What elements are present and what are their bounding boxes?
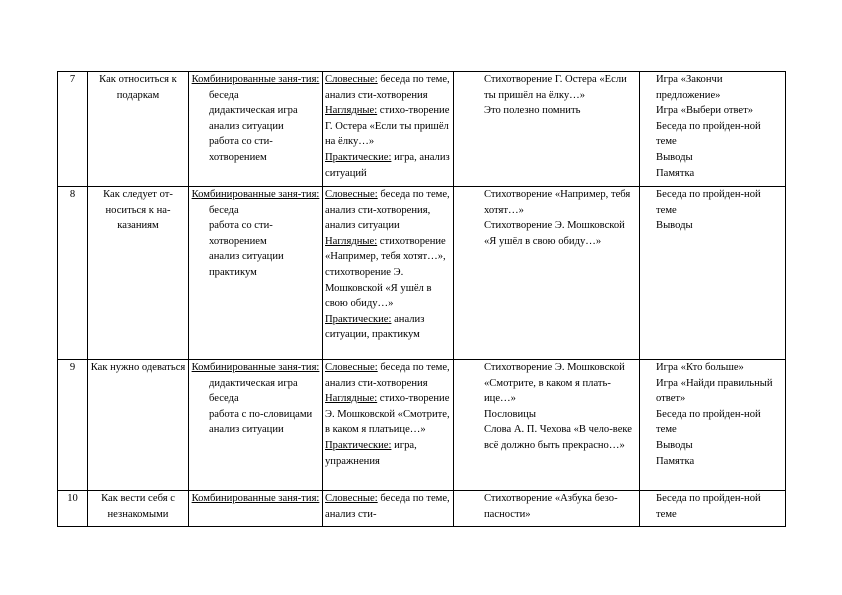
lesson-form-cell [189, 491, 323, 527]
lesson-form-item-text: работа со сти-хотворением [209, 220, 273, 247]
lesson-form-title: Комбинированные заня-тия: [191, 74, 320, 85]
lesson-methods-cell [323, 187, 454, 360]
lesson-result-text: Беседа по пройден-ной теме [656, 189, 761, 216]
lesson-material-text: Стихотворение «Например, тебя хотят…» [484, 189, 631, 216]
lesson-method-label: Словесные: [325, 189, 378, 200]
lesson-method-text: стихо-творение Э. Мошковской «Смотрите, в каком я платьице…» [325, 393, 450, 436]
bullet-icon [189, 88, 192, 104]
bullet-icon [189, 218, 192, 234]
lesson-method-label: Практические: [325, 151, 392, 163]
lesson-methods-cell [323, 72, 454, 187]
lesson-material-text: Это полезно помнить [484, 105, 581, 117]
lesson-method-text: стихо-творение Г. Остера «Если ты пришёл на ёлку…» [325, 105, 450, 148]
lesson-materials-cell [454, 72, 640, 187]
lesson-form-item [191, 103, 320, 119]
lesson-form-item-text: дидактическая игра [209, 377, 298, 389]
lesson-number: 9 [58, 360, 88, 491]
lesson-material-text: Стихотворение «Азбука безо-пасности» [484, 493, 618, 520]
lesson-material-text: Стихотворение Э. Мошковской «Смотрите, в каком я плать-ице…» [484, 362, 625, 405]
lesson-method-text: беседа по теме, анализ сти-хотворения [325, 362, 450, 389]
lesson-material [456, 103, 637, 119]
lesson-result [642, 454, 783, 470]
lesson-form-item [191, 265, 320, 281]
lesson-method [325, 438, 451, 469]
lesson-form-title: Комбинированные заня-тия: [191, 493, 320, 504]
lesson-method-label: Словесные: [325, 362, 378, 373]
lesson-form-item-text: работа с по-словицами [209, 408, 313, 420]
lesson-result [642, 166, 783, 182]
lesson-form-item-text: анализ ситуации [209, 120, 284, 132]
lesson-form-cell [189, 72, 323, 187]
lesson-form-item [191, 203, 320, 219]
lesson-method-text: стихотворение «Например, тебя хотят…», стихотворение Э. Мошковской «Я ушёл в свою обиду…» [325, 235, 446, 310]
lesson-methods-cell [323, 491, 454, 527]
lesson-method-text: беседа по теме, анализ сти-хотворения, анализ ситуации [325, 189, 450, 232]
lesson-topic: Как следует от-носиться к на-казаниям [88, 187, 189, 360]
lesson-result-text: Игра «Закончи предложение» [656, 74, 723, 101]
lesson-material [456, 407, 637, 423]
lesson-method-text: беседа по теме, анализ сти- [325, 493, 450, 520]
lesson-material-text: Пословицы [484, 408, 536, 420]
lesson-result-text: Беседа по пройден-ной теме [656, 120, 761, 148]
lesson-form-item [191, 119, 320, 135]
lesson-method-label: Словесные: [325, 74, 378, 85]
lesson-result [642, 491, 783, 522]
lesson-form-item-text: беседа [209, 89, 239, 101]
bullet-icon [189, 376, 192, 392]
lesson-form-item [191, 407, 320, 423]
lesson-method-label: Практические: [325, 313, 392, 325]
lesson-result-text: Выводы [656, 151, 693, 163]
lesson-result [642, 150, 783, 166]
lesson-result-text: Памятка [656, 455, 695, 467]
bullet-icon [189, 134, 192, 150]
lesson-result-text: Выводы [656, 220, 693, 232]
table-row [58, 491, 786, 527]
lesson-number: 7 [58, 72, 88, 187]
lesson-result-text: Игра «Выбери ответ» [656, 105, 754, 117]
lesson-method [325, 360, 451, 391]
lesson-result-text: Памятка [656, 167, 695, 179]
bullet-icon [189, 407, 192, 423]
lesson-form-cell [189, 187, 323, 360]
lesson-results-cell [640, 72, 786, 187]
lesson-topic: Как относиться к подаркам [88, 72, 189, 187]
lesson-method [325, 234, 451, 312]
lesson-method [325, 150, 451, 181]
lesson-form-item [191, 391, 320, 407]
bullet-icon [189, 265, 192, 281]
lesson-materials-cell [454, 491, 640, 527]
lesson-method-label: Наглядные: [325, 235, 378, 247]
bullet-icon [189, 203, 192, 219]
lesson-methods-cell [323, 360, 454, 491]
lesson-method-label: Наглядные: [325, 393, 378, 405]
lesson-result-text: Беседа по пройден-ной теме [656, 493, 761, 520]
lesson-method-text: игра, упражнения [325, 439, 417, 467]
lesson-form-cell [189, 360, 323, 491]
lesson-result-text: Выводы [656, 439, 693, 451]
lesson-method-label: Практические: [325, 439, 392, 451]
bullet-icon [189, 249, 192, 265]
lesson-form-item [191, 88, 320, 104]
lesson-results-cell [640, 187, 786, 360]
lesson-form-item-text: анализ ситуации [209, 424, 284, 436]
lesson-result-text: Беседа по пройден-ной теме [656, 408, 761, 436]
lesson-material [456, 360, 637, 407]
lesson-result [642, 218, 783, 234]
lesson-form-title: Комбинированные заня-тия: [191, 189, 320, 200]
lesson-number: 10 [58, 491, 88, 527]
lesson-result-text: Игра «Найди правильный ответ» [656, 377, 773, 405]
lesson-material [456, 422, 637, 453]
lesson-method-label: Наглядные: [325, 105, 378, 117]
lesson-result [642, 438, 783, 454]
lesson-method-label: Словесные: [325, 493, 378, 504]
lesson-method-text: анализ ситуации, практикум [325, 313, 425, 341]
lesson-form-item-text: анализ ситуации [209, 251, 284, 263]
lesson-result-text: Игра «Кто больше» [656, 362, 744, 373]
table-row [58, 187, 786, 360]
lesson-form-item [191, 134, 320, 165]
lesson-method [325, 491, 451, 522]
lesson-form-title: Комбинированные заня-тия: [191, 362, 320, 373]
lesson-material [456, 218, 637, 249]
lesson-plan-table [57, 71, 786, 527]
lesson-result [642, 119, 783, 150]
lesson-form-item-text: дидактическая игра [209, 105, 298, 117]
lesson-form-item-text: беседа [209, 393, 239, 405]
lesson-result [642, 360, 783, 376]
lesson-form-item [191, 249, 320, 265]
lesson-materials-cell [454, 187, 640, 360]
lesson-results-cell [640, 491, 786, 527]
lesson-result [642, 103, 783, 119]
bullet-icon [189, 103, 192, 119]
lesson-method [325, 312, 451, 343]
lesson-material [456, 72, 637, 103]
lesson-materials-cell [454, 360, 640, 491]
lesson-method-text: беседа по теме, анализ сти-хотворения [325, 74, 450, 101]
lesson-topic: Как вести себя с незнакомыми [88, 491, 189, 527]
lesson-form-item-text: практикум [209, 266, 257, 278]
lesson-form-item [191, 218, 320, 249]
lesson-method [325, 103, 451, 150]
lesson-method [325, 187, 451, 234]
bullet-icon [189, 119, 192, 135]
lesson-material [456, 187, 637, 218]
lesson-result [642, 187, 783, 218]
lesson-material-text: Стихотворение Г. Остера «Если ты пришёл на ёлку…» [484, 74, 627, 101]
lesson-material [456, 491, 637, 522]
lesson-number: 8 [58, 187, 88, 360]
lesson-form-item-text: беседа [209, 204, 239, 216]
lesson-result [642, 407, 783, 438]
lesson-material-text: Слова А. П. Чехова «В чело-веке всё должно быть прекрасно…» [484, 424, 632, 451]
bullet-icon [189, 391, 192, 407]
table-row [58, 72, 786, 187]
lesson-form-item [191, 376, 320, 392]
lesson-result [642, 72, 783, 103]
lesson-form-item-text: работа со сти-хотворением [209, 136, 273, 163]
table-row [58, 360, 786, 491]
lesson-form-item [191, 422, 320, 438]
lesson-results-cell [640, 360, 786, 491]
bullet-icon [189, 422, 192, 438]
lesson-topic: Как нужно одеваться [88, 360, 189, 491]
lesson-method-text: игра, анализ ситуаций [325, 151, 450, 179]
lesson-method [325, 72, 451, 103]
lesson-material-text: Стихотворение Э. Мошковской «Я ушёл в свою обиду…» [484, 220, 625, 247]
lesson-method [325, 391, 451, 438]
lesson-result [642, 376, 783, 407]
